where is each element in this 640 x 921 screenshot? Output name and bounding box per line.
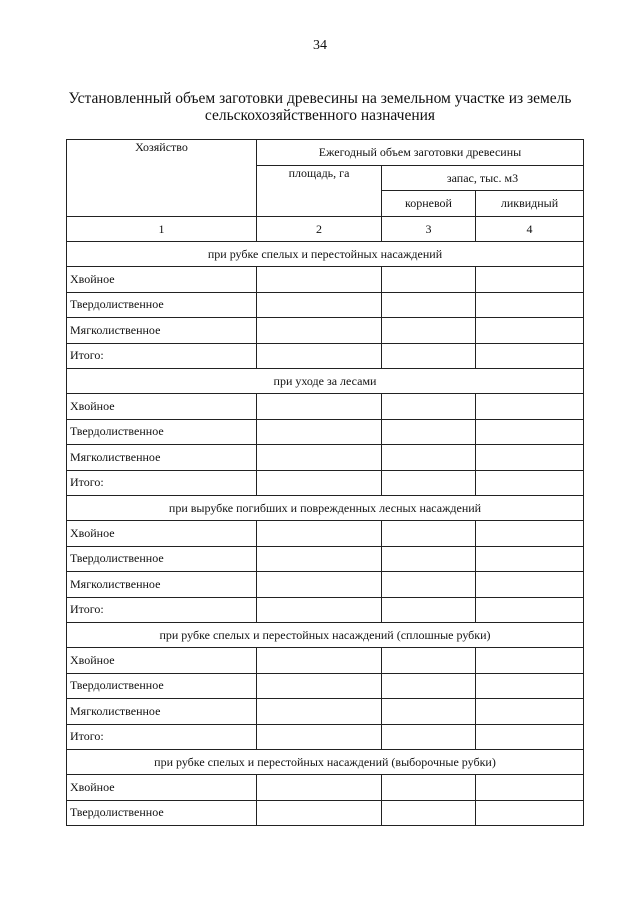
row-label: Хвойное: [67, 267, 257, 293]
root-stock-cell: [382, 597, 476, 623]
header-farm: Хозяйство: [67, 140, 257, 217]
area-cell: [257, 343, 382, 369]
area-cell: [257, 699, 382, 725]
root-stock-cell: [382, 394, 476, 420]
table-row: [67, 724, 584, 750]
table-row: [67, 470, 584, 496]
row-label: Итого:: [67, 724, 257, 750]
area-cell: [257, 318, 382, 344]
section-header-row: [67, 750, 584, 775]
header-row-1: [67, 140, 584, 166]
area-cell: [257, 292, 382, 318]
page-number: 34: [313, 38, 327, 53]
row-label: Хвойное: [67, 394, 257, 420]
section-title: при рубке спелых и перестойных насаждений (выборочные рубки): [67, 750, 584, 775]
liquid-stock-cell: [476, 292, 584, 318]
document-title: [60, 90, 580, 124]
table-body: [67, 140, 584, 826]
table-row: [67, 292, 584, 318]
row-label: Твердолиственное: [67, 419, 257, 445]
liquid-stock-cell: [476, 318, 584, 344]
liquid-stock-cell: [476, 546, 584, 572]
area-cell: [257, 572, 382, 598]
liquid-stock-cell: [476, 648, 584, 674]
column-number: 1: [67, 217, 257, 242]
liquid-stock-cell: [476, 419, 584, 445]
timber-volume-table: [66, 139, 584, 826]
root-stock-cell: [382, 521, 476, 547]
column-number: 4: [476, 217, 584, 242]
liquid-stock-cell: [476, 394, 584, 420]
table-row: [67, 597, 584, 623]
table-row: [67, 343, 584, 369]
table-row: [67, 419, 584, 445]
table-row: [67, 394, 584, 420]
title-line-1: Установленный объем заготовки древесины на земельном участке из земель: [68, 90, 572, 107]
root-stock-cell: [382, 267, 476, 293]
section-title: при рубке спелых и перестойных насаждений (сплошные рубки): [67, 623, 584, 648]
table-row: [67, 673, 584, 699]
row-label: Твердолиственное: [67, 673, 257, 699]
section-header-row: [67, 623, 584, 648]
section-header-row: [67, 369, 584, 394]
root-stock-cell: [382, 292, 476, 318]
table-row: [67, 800, 584, 826]
header-area: площадь, га: [257, 166, 382, 217]
liquid-stock-cell: [476, 470, 584, 496]
liquid-stock-cell: [476, 267, 584, 293]
header-root: корневой: [382, 191, 476, 217]
liquid-stock-cell: [476, 521, 584, 547]
section-header-row: [67, 496, 584, 521]
liquid-stock-cell: [476, 699, 584, 725]
area-cell: [257, 546, 382, 572]
table-row: [67, 699, 584, 725]
table-row: [67, 572, 584, 598]
area-cell: [257, 673, 382, 699]
root-stock-cell: [382, 546, 476, 572]
row-label: Твердолиственное: [67, 546, 257, 572]
row-label: Мягколиственное: [67, 572, 257, 598]
area-cell: [257, 724, 382, 750]
section-title: при вырубке погибших и поврежденных лесных насаждений: [67, 496, 584, 521]
column-number-row: [67, 217, 584, 242]
row-label: Итого:: [67, 597, 257, 623]
liquid-stock-cell: [476, 775, 584, 801]
root-stock-cell: [382, 800, 476, 826]
row-label: Твердолиственное: [67, 292, 257, 318]
row-label: Мягколиственное: [67, 699, 257, 725]
row-label: Хвойное: [67, 648, 257, 674]
table-row: [67, 546, 584, 572]
liquid-stock-cell: [476, 597, 584, 623]
row-label: Мягколиственное: [67, 318, 257, 344]
title-line-2: сельскохозяйственного назначения: [204, 107, 436, 124]
table-row: [67, 521, 584, 547]
root-stock-cell: [382, 470, 476, 496]
root-stock-cell: [382, 724, 476, 750]
column-number: 2: [257, 217, 382, 242]
table-row: [67, 318, 584, 344]
area-cell: [257, 445, 382, 471]
area-cell: [257, 419, 382, 445]
area-cell: [257, 470, 382, 496]
root-stock-cell: [382, 775, 476, 801]
table-row: [67, 445, 584, 471]
area-cell: [257, 267, 382, 293]
root-stock-cell: [382, 673, 476, 699]
root-stock-cell: [382, 419, 476, 445]
row-label: Хвойное: [67, 775, 257, 801]
liquid-stock-cell: [476, 724, 584, 750]
root-stock-cell: [382, 648, 476, 674]
liquid-stock-cell: [476, 343, 584, 369]
section-header-row: [67, 242, 584, 267]
table-row: [67, 648, 584, 674]
row-label: Мягколиственное: [67, 445, 257, 471]
row-label: Твердолиственное: [67, 800, 257, 826]
column-number: 3: [382, 217, 476, 242]
row-label: Итого:: [67, 343, 257, 369]
row-label: Итого:: [67, 470, 257, 496]
section-title: при уходе за лесами: [67, 369, 584, 394]
header-liquid: ликвидный: [476, 191, 584, 217]
table-row: [67, 267, 584, 293]
section-title: при рубке спелых и перестойных насаждений: [67, 242, 584, 267]
area-cell: [257, 648, 382, 674]
root-stock-cell: [382, 318, 476, 344]
area-cell: [257, 800, 382, 826]
header-stock: запас, тыс. м3: [382, 166, 584, 191]
area-cell: [257, 775, 382, 801]
row-label: Хвойное: [67, 521, 257, 547]
root-stock-cell: [382, 343, 476, 369]
root-stock-cell: [382, 699, 476, 725]
liquid-stock-cell: [476, 572, 584, 598]
header-annual-volume: Ежегодный объем заготовки древесины: [257, 140, 584, 166]
area-cell: [257, 394, 382, 420]
root-stock-cell: [382, 445, 476, 471]
liquid-stock-cell: [476, 673, 584, 699]
liquid-stock-cell: [476, 445, 584, 471]
table-row: [67, 775, 584, 801]
area-cell: [257, 521, 382, 547]
root-stock-cell: [382, 572, 476, 598]
area-cell: [257, 597, 382, 623]
liquid-stock-cell: [476, 800, 584, 826]
